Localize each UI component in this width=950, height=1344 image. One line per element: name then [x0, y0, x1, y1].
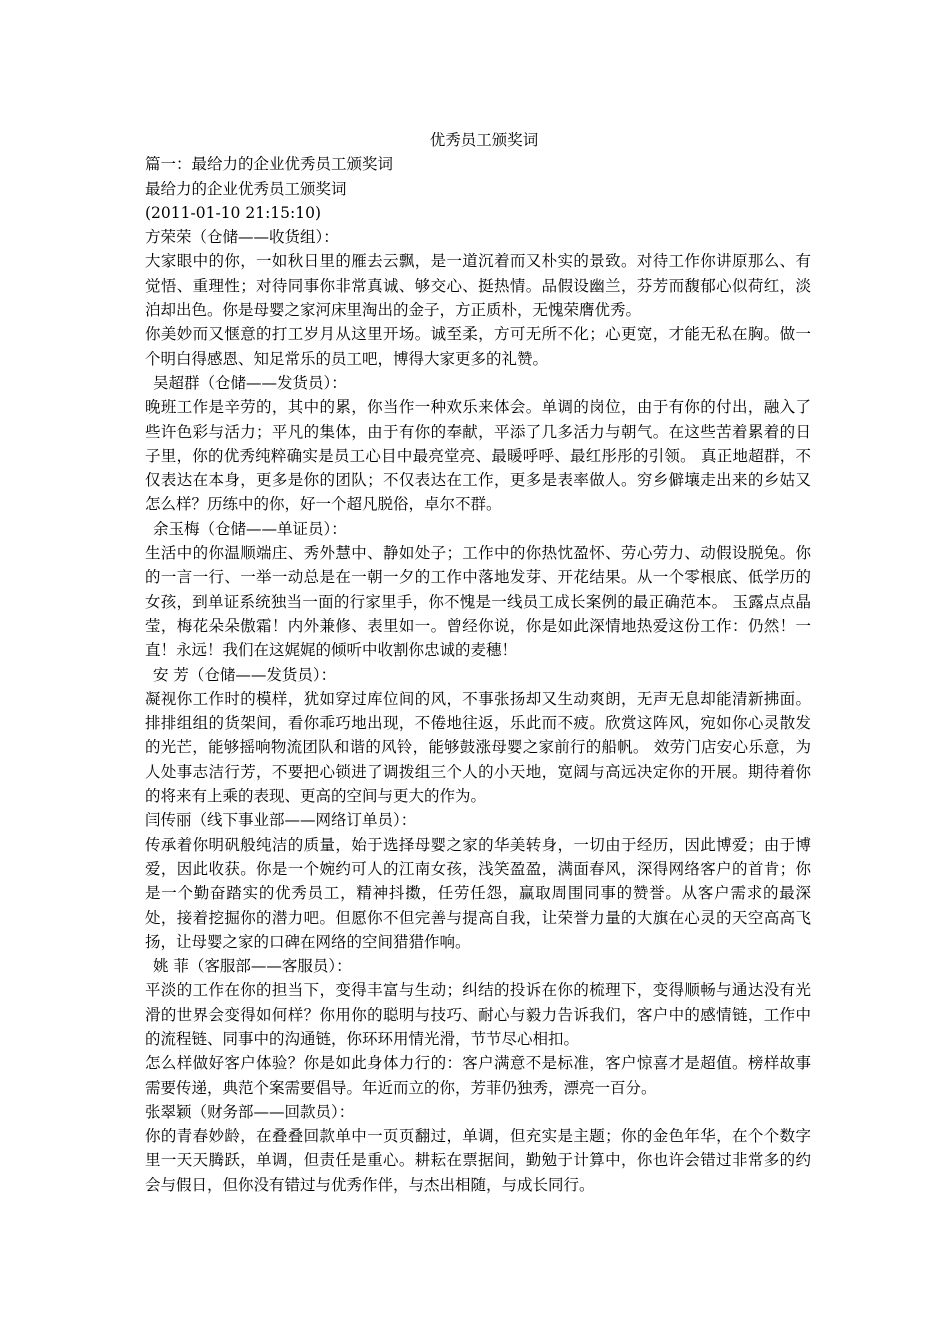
section-paragraph: 怎么样做好客户体验？你是如此身体力行的：客户满意不是标准，客户惊喜才是超值。榜样故事需要传递，典范个案需要倡导。年近而立的你，芳菲仍独秀，漂亮一百分。: [145, 1054, 811, 1097]
document-body: [145, 128, 811, 1197]
subtitle-line-2: 最给力的企业优秀员工颁奖词: [145, 179, 347, 198]
section-paragraph: 凝视你工作时的模样，犹如穿过库位间的风，不事张扬却又生动爽朗，无声无息却能清新拂面。排排组组的货架间，看你乖巧地出现，不倦地往返，乐此而不疲。欣赏这阵风，宛如你心灵散发的光芒，能够摇响物流团队和谐的风铃，能够鼓涨母婴之家前行的船帆。 效劳门店安心乐意，为人处事志洁行芳，不要把心锁进了调拨组三个人的小天地，宽阔与高远决定你的开展。期待着你的将来有上乘的表现、更高的空间与更大的作为。: [145, 689, 811, 806]
section-heading: 张翠颖（财务部——回款员）：: [145, 1102, 355, 1121]
section-paragraph: 你美妙而又惬意的打工岁月从这里开场。诚至柔，方可无所不化；心更宽，才能无私在胸。做一个明白得感恩、知足常乐的员工吧，博得大家更多的礼赞。: [145, 325, 811, 368]
section-paragraph: 传承着你明矾般纯洁的质量，始于选择母婴之家的华美转身，一切由于经历，因此博爱；由于博爱，因此收获。你是一个婉约可人的江南女孩，浅笑盈盈，满面春风，深得网络客户的首肯；你是一个勤奋踏实的优秀员工，精神抖擞，任劳任怨，赢取周围同事的赞誉。从客户需求的最深处，接着挖掘你的潜力吧。但愿你不但完善与提高自我，让荣誉力量的大旗在心灵的天空高高飞扬，让母婴之家的口碑在网络的空间猎猎作响。: [145, 835, 811, 951]
date-line: (2011-01-10 21:15:10): [145, 203, 322, 222]
section-heading: 闫传丽（线下事业部——网络订单员）：: [145, 811, 417, 830]
section-paragraph: 大家眼中的你，一如秋日里的雁去云飘，是一道沉着而又朴实的景致。对待工作你讲原那么、有觉悟、重理性；对待同事你非常真诚、够交心、挺热情。品假设幽兰，芬芳而馥郁心似荷红，淡泊却出色。你是母婴之家河床里淘出的金子，方正质朴，无愧荣膺优秀。: [145, 252, 811, 320]
section-heading: 余玉梅（仓储——单证员）：: [153, 519, 347, 538]
section-paragraph: 平淡的工作在你的担当下，变得丰富与生动；纠结的投诉在你的梳理下，变得顺畅与通达没有光滑的世界会变得如何样？你用你的聪明与技巧、耐心与毅力告诉我们，客户中的感情链，工作中的流程链、同事中的沟通链，你环环用情光滑，节节尽心相扣。: [145, 981, 811, 1048]
section-heading: 安 芳（仓储——发货员）：: [153, 665, 337, 684]
section-paragraph: 生活中的你温顺端庄、秀外慧中、静如处子；工作中的你热忱盈怀、劳心劳力、动假设脱兔。你的一言一行、一举一动总是在一朝一夕的工作中落地发芽、开花结果。从一个零根底、低学历的女孩，到单证系统独当一面的行家里手，你不愧是一线员工成长案例的最正确范本。 玉露点点晶莹，梅花朵朵傲霜！内外兼修、表里如一。曾经你说，你是如此深情地热爱这份工作：仍然！一直！永远！我们在这娓娓的倾听中收割你忠诚的麦穗！: [145, 544, 811, 660]
section-paragraph: 你的青春妙龄，在叠叠回款单中一页页翻过，单调，但充实是主题；你的金色年华，在个个数字里一天天腾跃，单调，但责任是重心。耕耘在票据间，勤勉于计算中，你也许会错过非常多的约会与假日，但你没有错过与优秀作伴，与杰出相随，与成长同行。: [145, 1127, 811, 1194]
section-heading: 姚 菲（客服部——客服员）：: [153, 957, 352, 976]
document-title: 优秀员工颁奖词: [429, 131, 539, 149]
section-paragraph: 晚班工作是辛劳的，其中的累，你当作一种欢乐来体会。单调的岗位，由于有你的付出，融入了些许色彩与活力；平凡的集体，由于有你的奉献，平添了几多活力与朝气。在这些苦着累着的日子里，你的优秀纯粹确实是员工心目中最亮堂亮、最暖呼呼、最红彤彤的引领。 真正地超群，不仅表达在本身，更多是你的团队；不仅表达在工作，更多是表率做人。穷乡僻壤走出来的乡姑又怎么样？历练中的你，好一个超凡脱俗，卓尔不群。: [145, 398, 811, 514]
subtitle-line-1: 篇一：最给力的企业优秀员工颁奖词: [145, 155, 394, 174]
section-heading: 吴超群（仓储——发货员）：: [153, 373, 347, 392]
section-heading: 方荣荣（仓储——收货组）：: [145, 228, 339, 247]
